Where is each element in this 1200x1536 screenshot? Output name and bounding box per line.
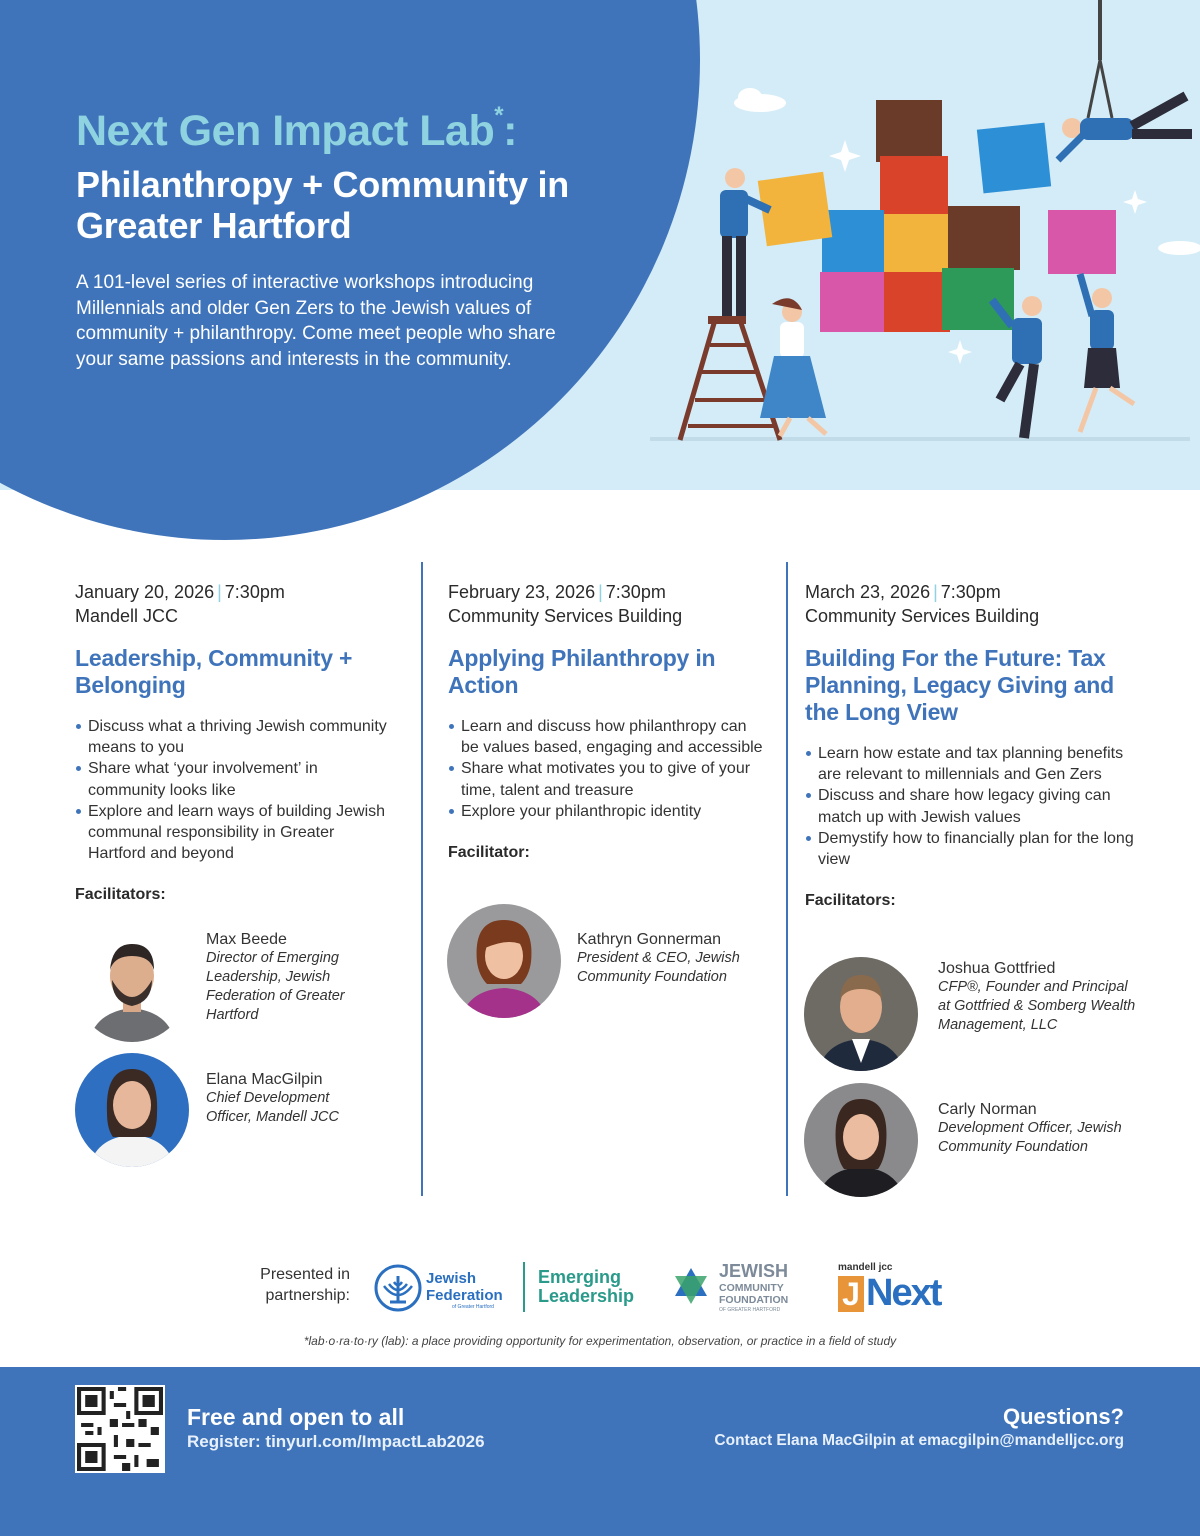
session-title: Building For the Future: Tax Planning, Legacy Giving and the Long View	[805, 645, 1114, 725]
facilitator-info	[206, 930, 376, 1025]
mandell-jcc-jnext-logo	[838, 1262, 978, 1316]
facilitator-role: Chief Development Officer, Mandell JCC	[206, 1090, 339, 1125]
bullet-item: Learn and discuss how philanthropy can be values based, engaging and accessible	[448, 716, 768, 758]
session-date: January 20, 2026 | 7:30pm	[75, 582, 285, 602]
jewish-community-foundation-logo	[671, 1262, 811, 1314]
facilitator-name: Kathryn Gonnerman	[577, 931, 722, 948]
federation-logo-sub: of Greater Hartford	[452, 1304, 494, 1310]
bullet-item: Explore and learn ways of building Jewish communal responsibility in Greater Hartford and beyond	[75, 801, 395, 865]
subtitle: Philanthropy + Community in Greater Hartford	[76, 164, 569, 246]
facilitator-role: President & CEO, Jewish Community Foundation	[577, 950, 740, 985]
session-bullets	[805, 743, 1135, 870]
qr-code[interactable]	[75, 1385, 165, 1473]
bullet-item: Share what motivates you to give of your time, talent and treasure	[448, 758, 768, 800]
facilitator-photo	[804, 957, 918, 1071]
facilitator-label: Facilitator:	[448, 844, 530, 862]
session-venue: Community Services Building	[805, 606, 1040, 626]
bullet-item: Demystify how to financially plan for the long view	[805, 828, 1135, 870]
bullet-item: Learn how estate and tax planning benefits are relevant to millennials and Gen Zers	[805, 743, 1135, 785]
session-venue: Mandell JCC	[75, 606, 179, 626]
session-venue: Community Services Building	[448, 606, 683, 626]
facilitator-role: Director of Emerging Leadership, Jewish Federation of Greater Hartford	[206, 950, 345, 1023]
intro-paragraph: A 101-level series of interactive workshops introducing Millennials and older Gen Zers to the Jewish values of community + philanthropy. Come meet people who share your same passions and interests in the community.	[76, 272, 556, 370]
facilitators-label: Facilitators:	[75, 886, 166, 904]
column-divider	[786, 562, 788, 1196]
federation-logo-text: Jewish Federation	[426, 1270, 503, 1304]
facilitator-name: Carly Norman	[938, 1101, 1037, 1118]
session-date: February 23, 2026 | 7:30pm	[448, 582, 666, 602]
menorah-icon	[374, 1264, 422, 1312]
jnext-logo-text: Next	[866, 1272, 941, 1314]
facilitator-info	[938, 1100, 1138, 1157]
bullet-item: Share what ‘your involvement’ in community looks like	[75, 758, 395, 800]
star-of-david-icon	[671, 1266, 711, 1306]
session-column-1	[75, 580, 395, 904]
facilitator-info	[206, 1070, 376, 1127]
emerging-leadership-logo: Emerging Leadership	[538, 1267, 635, 1306]
facilitator-info	[577, 930, 767, 987]
footer-bar	[0, 1367, 1200, 1536]
partners-label: Presented in partnership:	[260, 1266, 350, 1304]
facilitator-name: Elana MacGilpin	[206, 1071, 323, 1088]
free-open-heading: Free and open to all	[187, 1404, 405, 1430]
column-divider	[421, 562, 423, 1196]
questions-heading: Questions?	[1002, 1404, 1124, 1429]
session-bullets	[448, 716, 768, 822]
jcf-logo-line2: COMMUNITY	[719, 1282, 784, 1294]
main-title: Next Gen Impact Lab*:	[76, 102, 517, 155]
session-title: Leadership, Community + Belonging	[75, 645, 353, 698]
contact-email[interactable]: Contact Elana MacGilpin at emacgilpin@mandelljcc.org	[714, 1432, 1124, 1449]
session-column-2	[448, 580, 768, 862]
bullet-item: Discuss what a thriving Jewish community means to you	[75, 716, 395, 758]
session-title: Applying Philanthropy in Action	[448, 645, 716, 698]
facilitator-info	[938, 959, 1138, 1035]
session-bullets	[75, 716, 395, 864]
logo-divider	[523, 1262, 525, 1312]
session-column-3	[805, 580, 1135, 910]
jewish-federation-logo	[374, 1262, 514, 1314]
facilitator-photo	[75, 928, 189, 1042]
lab-definition-footnote: *lab·o·ra·to·ry (lab): a place providing opportunity for experimentation, observation, or practice in a field of study	[303, 1334, 897, 1348]
session-date: March 23, 2026 | 7:30pm	[805, 582, 1001, 602]
facilitator-role: Development Officer, Jewish Community Foundation	[938, 1120, 1122, 1155]
hero-text-block	[76, 104, 596, 372]
facilitator-photo	[75, 1053, 189, 1167]
jnext-logo-j: J	[838, 1276, 864, 1312]
facilitators-label: Facilitators:	[805, 892, 896, 910]
bullet-item: Discuss and share how legacy giving can match up with Jewish values	[805, 785, 1135, 827]
facilitator-name: Max Beede	[206, 931, 287, 948]
jcf-logo-text: JEWISH	[719, 1261, 789, 1281]
teamwork-blocks-illustration	[640, 0, 1200, 490]
title-asterisk: *	[494, 102, 504, 129]
facilitator-role: CFP®, Founder and Principal at Gottfried & Somberg Wealth Management, LLC	[938, 979, 1136, 1033]
jcf-logo-sub: OF GREATER HARTFORD	[719, 1307, 781, 1313]
register-link[interactable]: Register: tinyurl.com/ImpactLab2026	[187, 1432, 485, 1451]
jnext-logo-small: mandell jcc	[838, 1262, 893, 1273]
facilitator-photo	[804, 1083, 918, 1197]
facilitator-name: Joshua Gottfried	[938, 960, 1056, 977]
bullet-item: Explore your philanthropic identity	[448, 801, 768, 822]
jcf-logo-line3: FOUNDATION	[719, 1294, 789, 1306]
facilitator-photo	[447, 904, 561, 1018]
